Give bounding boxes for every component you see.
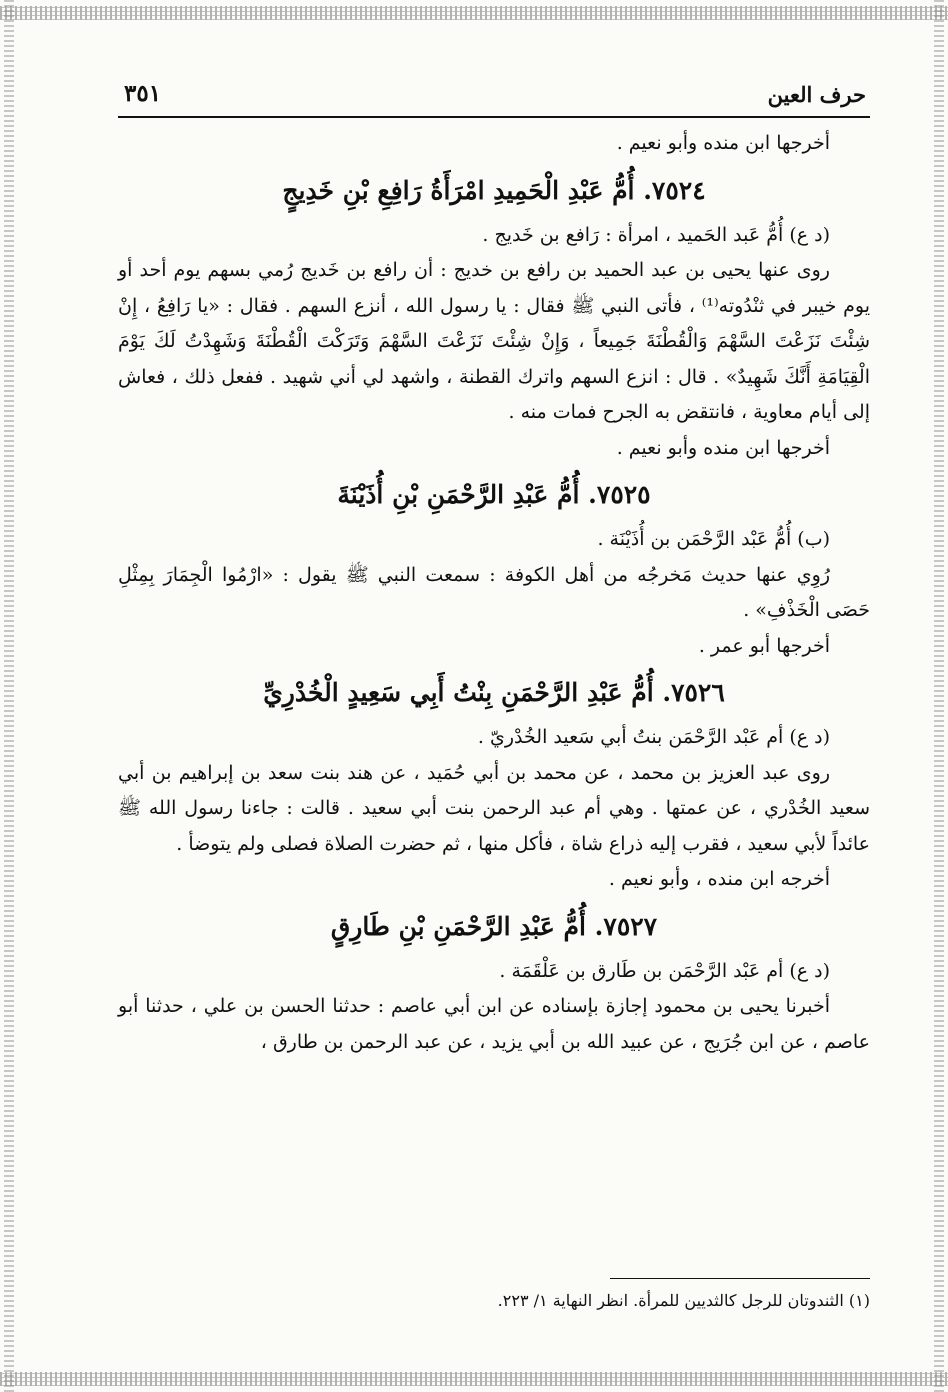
entry-heading: ٧٥٢٥. أُمُّ عَبْدِ الرَّحْمَنِ بْنِ أُذَيْنَةَ (337, 480, 651, 509)
bottom-border (0, 1372, 948, 1386)
footnote: (١) الثندوتان للرجل كالثديين للمرأة. انظر النهاية ١/ ٢٢٣. (497, 1291, 870, 1310)
source-note: أخرجها ابن منده وأبو نعيم . (616, 436, 830, 459)
footnote-separator (610, 1278, 870, 1279)
page-number: ٣٥١ (124, 80, 162, 107)
entry-heading: ٧٥٢٤. أُمُّ عَبْدِ الْحَمِيدِ امْرَأَةُ رَافِعِ بْنِ خَدِيجٍ (282, 175, 706, 205)
running-header (118, 78, 870, 118)
entry-subtitle: (د ع) أُمُّ عَبد الحَميد ، امرأة : رَافع بن خَديج . (482, 223, 830, 246)
entry-text: روى عبد العزيز بن محمد ، عن محمد بن أبي حُمَيد ، عن هند بنت سعد بن إبراهيم بن أبي سعيد الخُدْري ، عن عمتها . وهي أم عبد الرحمن بنت أبي سعيد . قالت : جاءنا رسول الله ﷺ عائداً لأبي سعيد ، فقرب إليه ذراع شاة ، فأكل منها ، ثم حضرت الصلاة فصلى ولم يتوضأ . (118, 761, 870, 855)
section-title: حرف العين (767, 82, 866, 107)
entry-subtitle: (ب) أُمُّ عَبْد الرَّحْمَن بن أُذَيْنَة . (597, 528, 830, 550)
page-body (118, 118, 870, 1060)
source-note: أخرجها ابن منده وأبو نعيم . (616, 132, 830, 154)
source-note: أخرجه ابن منده ، وأبو نعيم . (608, 868, 830, 890)
right-border (934, 0, 944, 1392)
entry-text: أخبرنا يحيى بن محمود إجازة بإسناده عن ابن أبي عاصم : حدثنا الحسن بن علي ، حدثنا أبو عاصم ، عن ابن جُرَيج ، عن عبيد الله بن أبي يزيد ، عن عبد الرحمن بن طارق ، (118, 995, 870, 1053)
top-border (0, 6, 948, 20)
entry-subtitle: (د ع) أم عَبْد الرَّحْمَن بن طَارق بن عَلْقَمَة . (499, 959, 830, 982)
entry-text: روى عنها يحيى بن عبد الحميد بن رافع بن خديج : أن رافع بن خَديج رُمي بسهم يوم أحد أو يوم خيبر في ثنْدُوته⁽¹⁾ ، فأتى النبي ﷺ فقال : يا رسول الله ، أنزع السهم . فقال : «يا رَافِعُ ، إِنْ شِئْتَ نَزَعْتَ السَّهْمَ وَالْقُطْنَةَ جَمِيعاً ، وَإِنْ شِئْتَ نَزَعْتَ السَّهْمَ وَتَرَكْتَ الْقُطْنَةَ وَشَهِدْتُ لَكَ يَوْمَ الْقِيَامَةِ أَنَّكَ شَهِيدٌ» . قال : انزع السهم واترك القطنة ، واشهد لي أني شهيد . ففعل ذلك ، فعاش إلى أيام معاوية ، فانتقض به الجرح فمات منه . (118, 259, 870, 423)
left-border (4, 0, 14, 1392)
source-note: أخرجها أبو عمر . (698, 634, 830, 657)
entry-text: رُوِي عنها حديث مَخرجُه من أهل الكوفة : سمعت النبي ﷺ يقول : «ارْمُوا الْجِمَارَ بِمِثْلِ حَصَى الْخَذْفِ» . (118, 563, 870, 621)
book-page (118, 78, 870, 1340)
entry-subtitle: (د ع) أم عَبْد الرَّحْمَن بنتُ أبي سَعيد الخُدْريّ . (477, 726, 830, 748)
entry-heading: ٧٥٢٦. أُمُّ عَبْدِ الرَّحْمَنِ بِنْتُ أَبِي سَعِيدٍ الْخُدْرِيِّ (263, 678, 725, 707)
entry-heading: ٧٥٢٧. أُمُّ عَبْدِ الرَّحْمَنِ بْنِ طَارِقٍ (330, 911, 658, 941)
